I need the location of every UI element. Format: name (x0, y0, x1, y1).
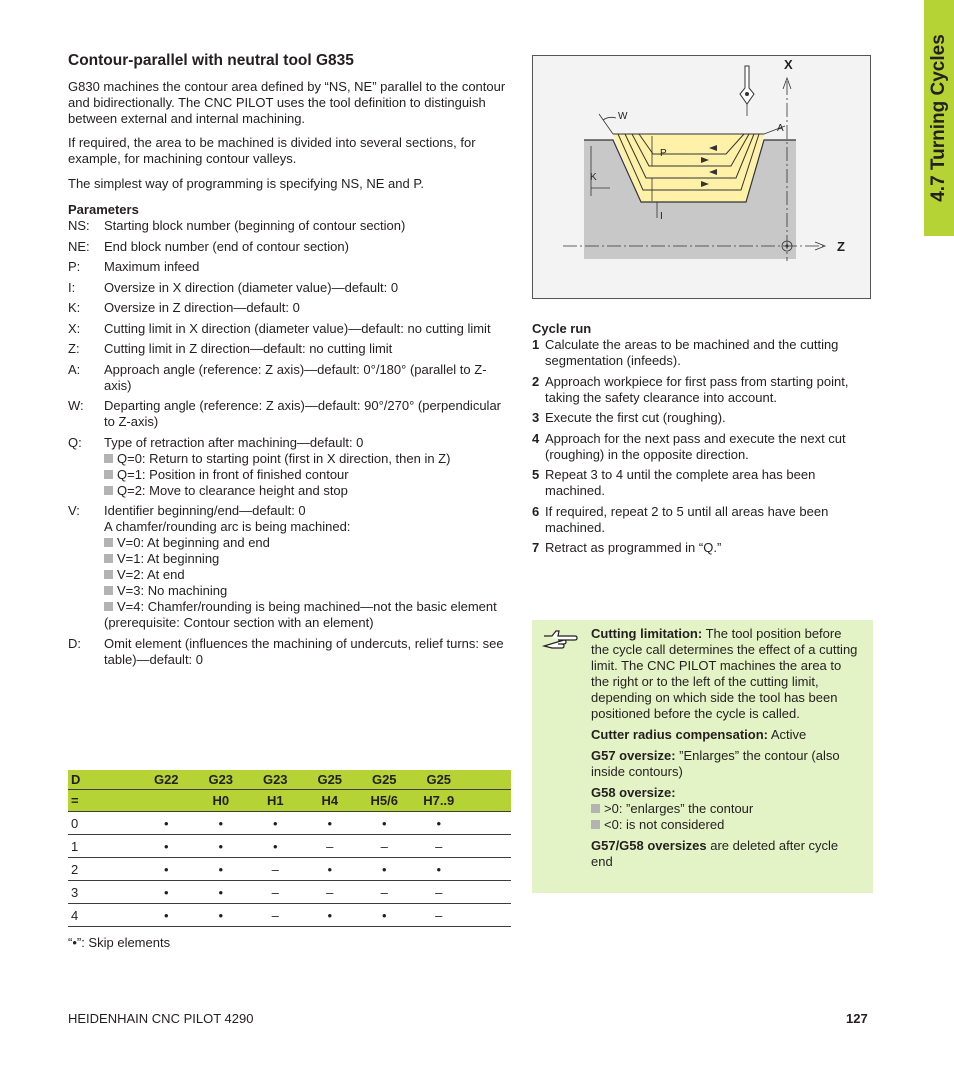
pointing-hand-icon (542, 628, 578, 650)
intro-paragraph-2: If required, the area to be machined is divided into several sections, for example, for machining contour valleys. (68, 135, 476, 166)
table-header-row: D G22 G23 G23 G25 G25 G25 (68, 770, 511, 790)
cycle-step: 3 Execute the first cut (roughing). (532, 410, 726, 425)
note-box (532, 620, 873, 893)
w-label: W (618, 111, 628, 122)
bullet-square-icon (104, 538, 113, 547)
cycle-step: 2 Approach workpiece for first pass from starting point, taking the safety clearance into account. (532, 373, 849, 405)
note-g57-g58: G57/G58 oversizes are deleted after cycle end (591, 838, 839, 869)
page-footer: HEIDENHAIN CNC PILOT 4290 (68, 1011, 254, 1026)
bullet-square-icon (104, 554, 113, 563)
param-row: P: Maximum infeed (68, 259, 200, 274)
param-row: V: Identifier beginning/end—default: 0 A chamfer/rounding arc is being machined: V=0: At beginning and end V=1: At beginning V=2: At end V=3: No machining V=4: Chamfer/rounding is being machined—not the basic element (prerequisite: Contour section with an element) (68, 503, 497, 630)
p-label: P (660, 148, 667, 159)
cycle-run-heading: Cycle run (532, 321, 592, 336)
param-row: Z: Cutting limit in Z direction—default: no cutting limit (68, 341, 393, 356)
table-row: 1 • • • – – – (68, 835, 511, 858)
param-row: D: Omit element (influences the machining of undercuts, relief turns: see table)—default: 0 (68, 635, 504, 667)
table-footnote: “•”: Skip elements (68, 935, 171, 950)
tool-icon (740, 66, 754, 104)
cycle-step: 4 Approach for the next pass and execute the next cut (roughing) in the opposite direction. (532, 430, 846, 462)
note-cutting-limitation: Cutting limitation: The tool position before the cycle call determines the effect of a cutting limit. The CNC PILOT machines the area to the right or to the left of the cutting limit, depending on which side the tool has been positioned before the cycle is called. (591, 626, 858, 721)
bullet-square-icon (104, 602, 113, 611)
side-tab-label: 4.7 Turning Cycles (928, 34, 949, 202)
bullet-square-icon (104, 470, 113, 479)
note-g58: G58 oversize: >0: ”enlarges” the contour <0: is not considered (591, 785, 754, 832)
bullet-square-icon (104, 454, 113, 463)
param-row: X: Cutting limit in X direction (diameter value)—default: no cutting limit (68, 320, 491, 336)
table-header-row: = H0 H1 H4 H5/6 H7..9 (68, 790, 511, 812)
param-row: Q: Type of retraction after machining—default: 0 Q=0: Return to starting point (first in X direction, then in Z) Q=1: Position in front of finished contour Q=2: Move to clearance height and stop (68, 434, 451, 498)
omit-element-table (68, 770, 511, 927)
param-row: A: Approach angle (reference: Z axis)—default: 0°/180° (parallel to Z-axis) (68, 361, 487, 393)
i-label: I (660, 211, 663, 222)
cycle-step: 6 If required, repeat 2 to 5 until all areas have been machined. (532, 503, 829, 535)
cycle-step: 5 Repeat 3 to 4 until the complete area has been machined. (532, 467, 816, 498)
cycle-run (532, 321, 872, 561)
param-row: I: Oversize in X direction (diameter value)—default: 0 (68, 279, 399, 295)
a-label: A (777, 123, 784, 134)
parameters-list (68, 202, 508, 672)
cycle-step: 7 Retract as programmed in “Q.” (532, 540, 722, 555)
section-title: Contour-parallel with neutral tool G835 (68, 52, 354, 69)
table-row: 4 • • – • • – (68, 904, 511, 927)
parameters-heading: Parameters (68, 202, 139, 217)
table-row: 2 • • – • • • (68, 858, 511, 881)
bullet-square-icon (104, 570, 113, 579)
intro-paragraph-3: The simplest way of programming is specifying NS, NE and P. (68, 176, 424, 191)
bullet-square-icon (591, 820, 600, 829)
bullet-square-icon (591, 804, 600, 813)
table-row: 3 • • – – – – (68, 881, 511, 904)
table-row: 0 • • • • • • (68, 812, 511, 835)
bullet-square-icon (104, 586, 113, 595)
intro-paragraph-1: G830 machines the contour area defined by “NS, NE” parallel to the contour and bidirectionally. The CNC PILOT uses the tool definition to distinguish between external and internal machining. (68, 79, 506, 126)
cycle-step: 1 Calculate the areas to be machined and the cutting segmentation (infeeds). (532, 337, 839, 368)
param-row: NE: End block number (end of contour section) (68, 238, 349, 254)
x-axis-label: X (784, 57, 793, 72)
k-label: K (590, 172, 597, 183)
cycle-diagram (532, 55, 871, 299)
param-row: K: Oversize in Z direction—default: 0 (68, 300, 300, 315)
page-number: 127 (846, 1011, 868, 1026)
note-crc: Cutter radius compensation: Active (591, 727, 807, 742)
z-axis-label: Z (837, 239, 845, 254)
note-g57: G57 oversize: ”Enlarges” the contour (also inside contours) (591, 748, 840, 779)
bullet-square-icon (104, 486, 113, 495)
param-row: NS: Starting block number (beginning of contour section) (68, 218, 406, 233)
param-row: W: Departing angle (reference: Z axis)—default: 90°/270° (perpendicular to Z-axis) (68, 398, 502, 429)
